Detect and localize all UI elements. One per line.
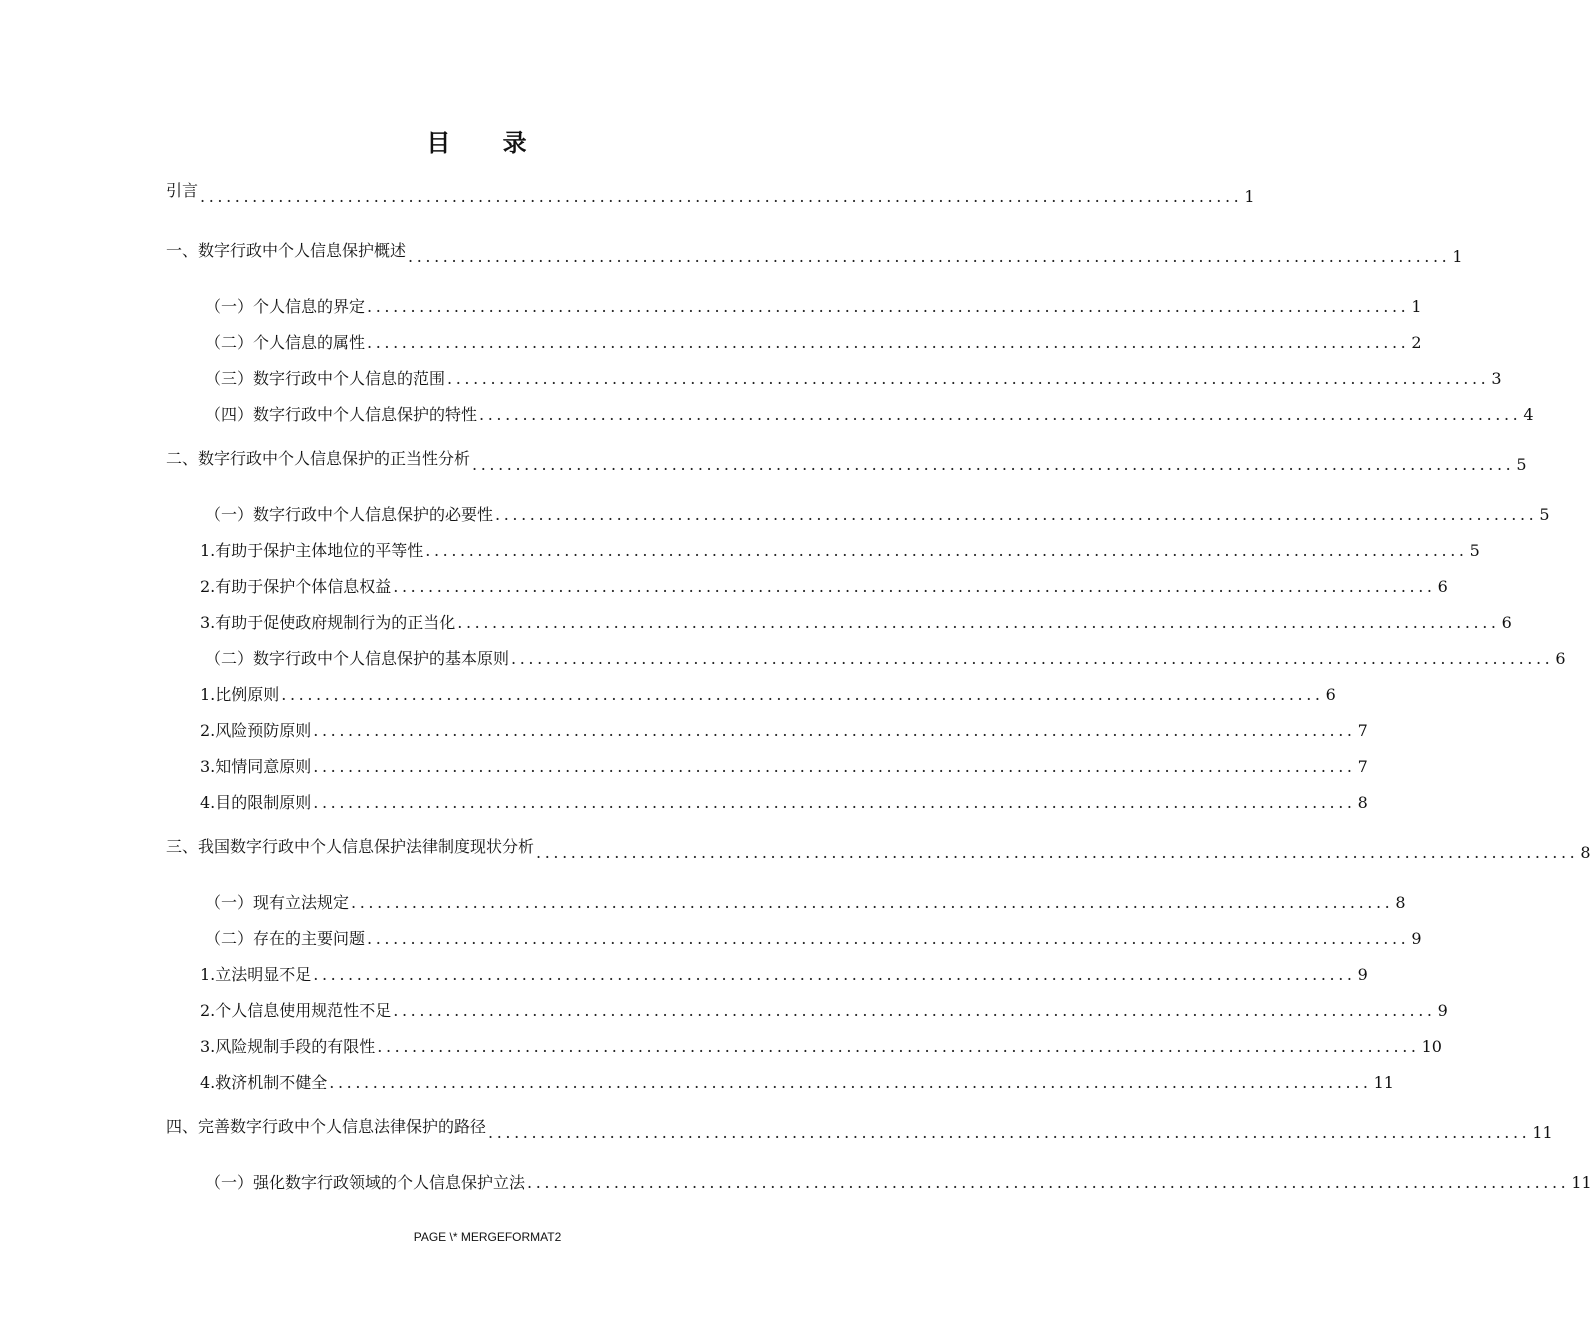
toc-entry-label: 3.知情同意原则	[200, 757, 312, 776]
toc-entry-label: 引言	[166, 181, 199, 200]
toc-entry[interactable]	[200, 716, 1368, 742]
toc-entry[interactable]	[200, 788, 1368, 814]
toc-entry[interactable]	[200, 960, 1368, 986]
toc-entry-label: （一）现有立法规定	[205, 893, 350, 912]
toc-entry-label: （二）数字行政中个人信息保护的基本原则	[205, 649, 510, 668]
toc-entry[interactable]	[200, 680, 1336, 706]
toc-entry-label: 一、数字行政中个人信息保护概述	[166, 241, 407, 260]
dot-leader: ........................................................................................................................	[479, 405, 1522, 424]
toc-entry-label: 三、我国数字行政中个人信息保护法律制度现状分析	[166, 837, 535, 856]
toc-entry-label: （四）数字行政中个人信息保护的特性	[205, 405, 478, 424]
dot-leader: ........................................................................................................................	[472, 455, 1515, 474]
toc-entry-page: 5	[1516, 455, 1527, 474]
page-footer-field: PAGE \* MERGEFORMAT2	[413, 1230, 562, 1244]
toc-entry-label: 1.比例原则	[200, 685, 280, 704]
toc-entry-label: 1.有助于保护主体地位的平等性	[200, 541, 424, 560]
toc-entry-label: （一）个人信息的界定	[205, 297, 366, 316]
toc-entry-page: 9	[1437, 1001, 1448, 1020]
toc-entry[interactable]	[205, 1168, 1592, 1194]
toc-entry-page: 1	[1411, 297, 1422, 316]
toc-entry[interactable]	[166, 444, 1527, 474]
toc-entry[interactable]	[200, 536, 1480, 562]
dot-leader: ........................................................................................................................	[367, 333, 1410, 352]
toc-entry-page: 3	[1491, 369, 1502, 388]
dot-leader: ........................................................................................................................	[495, 505, 1538, 524]
toc-entry[interactable]	[200, 996, 1448, 1022]
dot-leader: ........................................................................................................................	[393, 577, 1436, 596]
dot-leader: ........................................................................................................................	[367, 297, 1410, 316]
toc-entry-page: 4	[1523, 405, 1534, 424]
toc-entry-page: 6	[1555, 649, 1566, 668]
toc-entry[interactable]	[205, 364, 1502, 390]
toc-entry[interactable]	[200, 608, 1512, 634]
dot-leader: ........................................................................................................................	[367, 929, 1410, 948]
toc-entry-page: 6	[1501, 613, 1512, 632]
toc-entry-label: 二、数字行政中个人信息保护的正当性分析	[166, 449, 471, 468]
toc-entry-page: 8	[1357, 793, 1368, 812]
toc-entry-label: 2.个人信息使用规范性不足	[200, 1001, 392, 1020]
toc-entry-page: 5	[1539, 505, 1550, 524]
toc-entry[interactable]	[200, 1032, 1442, 1058]
toc-entry[interactable]	[200, 572, 1448, 598]
toc-entry[interactable]	[166, 236, 1463, 266]
toc-entry-label: 3.有助于促使政府规制行为的正当化	[200, 613, 456, 632]
toc-entry-label: （一）数字行政中个人信息保护的必要性	[205, 505, 494, 524]
toc-entry-page: 6	[1437, 577, 1448, 596]
toc-entry[interactable]	[205, 924, 1422, 950]
toc-entry-label: （二）存在的主要问题	[205, 929, 366, 948]
dot-leader: ........................................................................................................................	[457, 613, 1500, 632]
toc-entry-page: 7	[1357, 721, 1368, 740]
dot-leader: ........................................................................................................................	[313, 721, 1356, 740]
toc-entry-label: 4.目的限制原则	[200, 793, 312, 812]
toc-entry-page: 9	[1357, 965, 1368, 984]
toc-entry-page: 1	[1452, 247, 1463, 266]
toc-entry[interactable]	[166, 176, 1255, 206]
toc-entry-label: 2.有助于保护个体信息权益	[200, 577, 392, 596]
toc-entry[interactable]	[166, 832, 1591, 862]
toc-entry[interactable]	[166, 1112, 1553, 1142]
dot-leader: ........................................................................................................................	[281, 685, 1324, 704]
toc-entry-page: 1	[1244, 187, 1255, 206]
toc-entry-page: 9	[1411, 929, 1422, 948]
dot-leader: ........................................................................................................................	[488, 1123, 1531, 1142]
toc-entry-label: （一）强化数字行政领域的个人信息保护立法	[205, 1173, 526, 1192]
dot-leader: ........................................................................................................................	[393, 1001, 1436, 1020]
toc-entry-label: 4.救济机制不健全	[200, 1073, 328, 1092]
toc-entry[interactable]	[205, 888, 1406, 914]
toc-entry-label: 1.立法明显不足	[200, 965, 312, 984]
dot-leader: ........................................................................................................................	[313, 965, 1356, 984]
toc-entry-label: 四、完善数字行政中个人信息法律保护的路径	[166, 1117, 487, 1136]
toc-entry-page: 11	[1571, 1173, 1592, 1192]
toc-entry[interactable]	[205, 400, 1534, 426]
dot-leader: ........................................................................................................................	[377, 1037, 1420, 1056]
dot-leader: ........................................................................................................................	[527, 1173, 1570, 1192]
toc-entry-label: 3.风险规制手段的有限性	[200, 1037, 376, 1056]
toc-entry-page: 8	[1580, 843, 1591, 862]
dot-leader: ........................................................................................................................	[447, 369, 1490, 388]
dot-leader: ........................................................................................................................	[408, 247, 1451, 266]
toc-entry-label: （三）数字行政中个人信息的范围	[205, 369, 446, 388]
dot-leader: ........................................................................................................................	[425, 541, 1468, 560]
dot-leader: ........................................................................................................................	[313, 757, 1356, 776]
dot-leader: ........................................................................................................................	[200, 187, 1243, 206]
toc-entry[interactable]	[205, 500, 1550, 526]
toc-entry[interactable]	[205, 292, 1422, 318]
toc-entry[interactable]	[205, 644, 1566, 670]
toc-entry-page: 11	[1373, 1073, 1394, 1092]
toc-entry-page: 6	[1325, 685, 1336, 704]
toc-entry-page: 5	[1469, 541, 1480, 560]
toc-entry[interactable]	[205, 328, 1422, 354]
toc-entry-page: 10	[1421, 1037, 1442, 1056]
toc-entry-page: 7	[1357, 757, 1368, 776]
toc-entry-page: 8	[1395, 893, 1406, 912]
toc-entry-label: 2.风险预防原则	[200, 721, 312, 740]
dot-leader: ........................................................................................................................	[313, 793, 1356, 812]
toc-entry-label: （二）个人信息的属性	[205, 333, 366, 352]
dot-leader: ........................................................................................................................	[329, 1073, 1372, 1092]
dot-leader: ........................................................................................................................	[536, 843, 1579, 862]
toc-title: 目 录	[426, 129, 549, 157]
dot-leader: ........................................................................................................................	[351, 893, 1394, 912]
dot-leader: ........................................................................................................................	[511, 649, 1554, 668]
toc-entry-page: 11	[1532, 1123, 1553, 1142]
toc-entry[interactable]	[200, 1068, 1394, 1094]
toc-entry[interactable]	[200, 752, 1368, 778]
toc-entry-page: 2	[1411, 333, 1422, 352]
